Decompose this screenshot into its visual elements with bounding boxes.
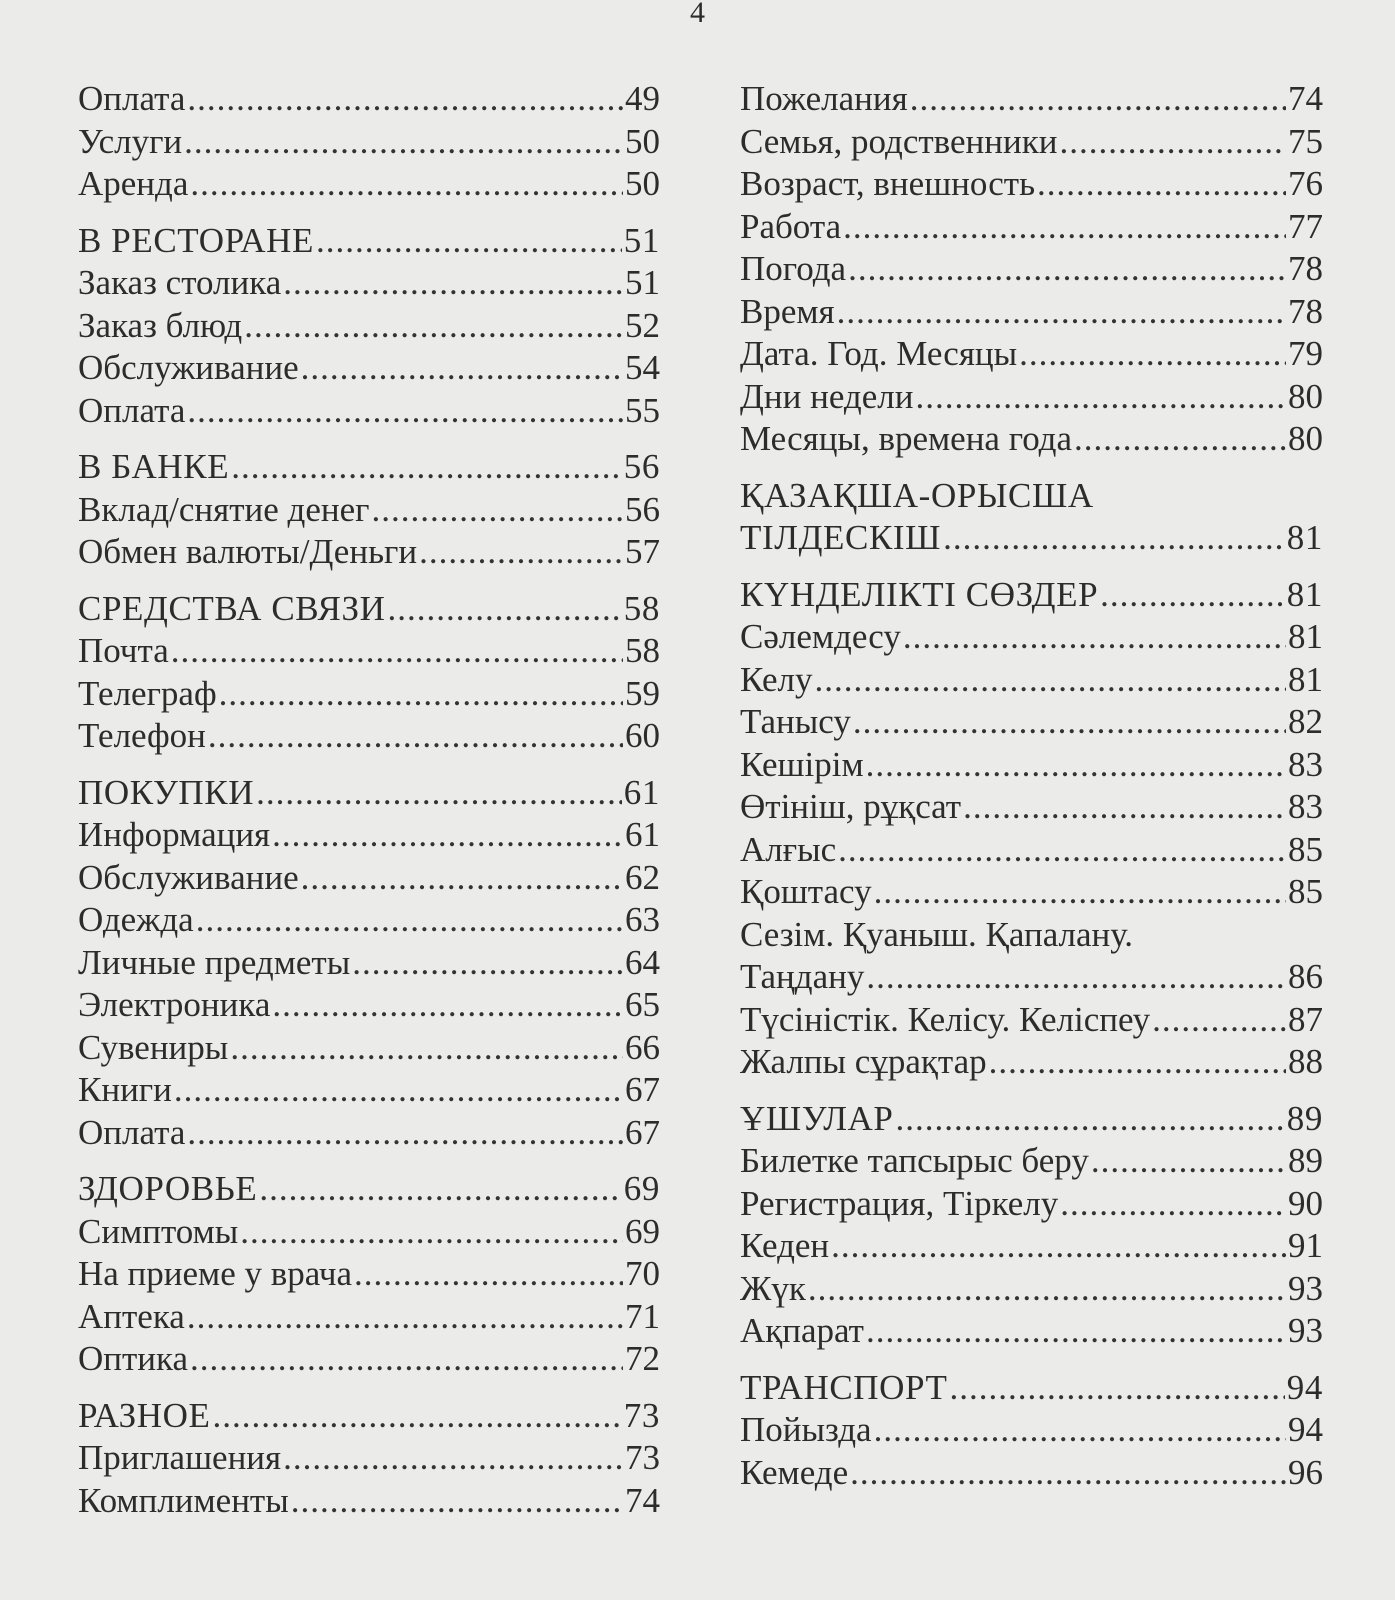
dot-leader bbox=[1037, 163, 1286, 206]
toc-entry-row bbox=[740, 248, 1323, 291]
dot-leader bbox=[808, 1268, 1286, 1311]
toc-section-row bbox=[740, 1367, 1323, 1410]
dot-leader bbox=[219, 673, 623, 716]
dot-leader bbox=[256, 772, 622, 815]
dot-leader bbox=[843, 206, 1286, 249]
dot-leader bbox=[208, 715, 623, 758]
dot-leader bbox=[1100, 574, 1285, 617]
toc-entry-title: Семья, родственники bbox=[740, 121, 1058, 161]
toc-entry-title: Түсіністік. Келісу. Келіспеу bbox=[740, 999, 1151, 1039]
toc-entry-row bbox=[740, 786, 1323, 829]
toc-entry-title: Обмен валюты/Деньги bbox=[78, 532, 418, 571]
toc-page-number: 75 bbox=[1288, 121, 1323, 161]
toc-entry-row bbox=[740, 1041, 1323, 1084]
toc-page-number: 74 bbox=[1288, 79, 1323, 118]
toc-entry-row bbox=[78, 1069, 660, 1112]
dot-leader bbox=[301, 347, 623, 390]
toc-entry-row bbox=[78, 1211, 660, 1254]
dot-leader bbox=[815, 659, 1286, 702]
toc-entry-title: Оплата bbox=[78, 390, 186, 430]
toc-entry-row bbox=[740, 659, 1323, 702]
toc-entry-title: Регистрация, Тіркелу bbox=[740, 1183, 1059, 1223]
toc-entry-title: Оплата bbox=[78, 1112, 186, 1152]
toc-entry-title: Телефон bbox=[78, 716, 206, 755]
toc-page-number: 72 bbox=[625, 1339, 660, 1378]
toc-page-number: 83 bbox=[1288, 744, 1323, 784]
toc-section-row bbox=[740, 517, 1323, 560]
toc-page-number: 58 bbox=[625, 631, 660, 670]
toc-page-number: 93 bbox=[1288, 1268, 1323, 1308]
dot-leader bbox=[1074, 418, 1286, 461]
toc-page-number: 78 bbox=[1288, 291, 1323, 331]
toc-page-number: 83 bbox=[1288, 787, 1323, 826]
dot-leader bbox=[850, 1452, 1286, 1495]
toc-entry-row bbox=[78, 78, 660, 121]
toc-section-row bbox=[740, 574, 1323, 617]
toc-section-row bbox=[78, 1168, 660, 1211]
dot-leader bbox=[187, 78, 623, 121]
toc-entry-row bbox=[740, 616, 1323, 659]
toc-page-number: 88 bbox=[1288, 1042, 1323, 1081]
dot-leader bbox=[866, 1310, 1286, 1353]
toc-entry-row bbox=[740, 999, 1323, 1042]
toc-entry-row bbox=[78, 489, 660, 532]
toc-entry-row bbox=[740, 829, 1323, 872]
toc-entry-title: Заказ блюд bbox=[78, 305, 243, 345]
toc-entry-title: Заказ столика bbox=[78, 263, 282, 302]
dot-leader bbox=[259, 1168, 621, 1211]
dot-leader bbox=[184, 121, 623, 164]
dot-leader bbox=[372, 489, 623, 532]
toc-entry-row bbox=[740, 121, 1323, 164]
toc-entry-title: Оптика bbox=[78, 1339, 189, 1378]
toc-entry-row bbox=[78, 262, 660, 305]
toc-entry-row bbox=[740, 78, 1323, 121]
toc-entry-row bbox=[740, 291, 1323, 334]
toc-page-number: 67 bbox=[625, 1070, 660, 1109]
toc-entry-row bbox=[78, 1027, 660, 1070]
toc-page-number: 61 bbox=[623, 772, 660, 812]
toc-page-number: 90 bbox=[1288, 1183, 1323, 1223]
toc-entry-title: Қоштасу bbox=[740, 872, 872, 911]
toc-page-number: 57 bbox=[625, 532, 660, 571]
toc-section-title: СРЕДСТВА СВЯЗИ bbox=[78, 588, 386, 628]
dot-leader bbox=[1059, 121, 1286, 164]
dot-leader bbox=[853, 701, 1286, 744]
toc-entry-title-line: Сезім. Қуаныш. Қапалану. bbox=[740, 914, 1134, 954]
toc-entry-row bbox=[740, 206, 1323, 249]
toc-entry-row bbox=[78, 715, 660, 758]
toc-entry-row bbox=[740, 956, 1323, 999]
dot-leader bbox=[874, 1409, 1286, 1452]
dot-leader bbox=[187, 1112, 623, 1155]
toc-entry-title: Пожелания bbox=[740, 79, 908, 118]
toc-page-number: 51 bbox=[623, 220, 660, 260]
toc-page-number: 79 bbox=[1288, 334, 1323, 373]
toc-entry-title: Өтініш, рұқсат bbox=[740, 787, 962, 826]
toc-page-number: 85 bbox=[1288, 829, 1323, 869]
toc-page-number: 91 bbox=[1288, 1226, 1323, 1265]
toc-page-number: 81 bbox=[1286, 574, 1323, 614]
toc-entry-title: Сувениры bbox=[78, 1027, 229, 1067]
toc-entry-row bbox=[78, 531, 660, 574]
toc-page-number: 69 bbox=[625, 1211, 660, 1251]
dot-leader bbox=[291, 1480, 623, 1523]
dot-leader bbox=[989, 1041, 1286, 1084]
toc-section-title: ТРАНСПОРТ bbox=[740, 1367, 948, 1407]
toc-entry-title: Одежда bbox=[78, 900, 194, 939]
toc-page-number: 94 bbox=[1286, 1367, 1323, 1407]
toc-entry-row bbox=[78, 1480, 660, 1523]
dot-leader bbox=[283, 262, 623, 305]
toc-entry-title: Комплименты bbox=[78, 1480, 289, 1520]
toc-entry-row bbox=[78, 347, 660, 390]
toc-entry-row bbox=[740, 1183, 1323, 1226]
dot-leader bbox=[174, 1069, 623, 1112]
toc-section-title: В РЕСТОРАНЕ bbox=[78, 220, 314, 260]
toc-entry-row bbox=[740, 1225, 1323, 1268]
toc-page-number: 51 bbox=[625, 263, 660, 302]
dot-leader bbox=[896, 1098, 1285, 1141]
toc-entry-title: Работа bbox=[740, 206, 842, 246]
toc-entry-title: На приеме у врача bbox=[78, 1254, 353, 1293]
dot-leader bbox=[230, 1027, 623, 1070]
toc-entry-title: Погода bbox=[740, 249, 847, 288]
toc-page-number: 52 bbox=[625, 305, 660, 345]
toc-entry-row bbox=[740, 871, 1323, 914]
dot-leader bbox=[316, 220, 622, 263]
toc-entry-title: Приглашения bbox=[78, 1438, 282, 1477]
toc-entry-title: Сәлемдесу bbox=[740, 617, 901, 656]
toc-entry-row bbox=[78, 942, 660, 985]
toc-section-title: ЗДОРОВЬЕ bbox=[78, 1169, 258, 1208]
toc-page-number: 81 bbox=[1288, 617, 1323, 656]
toc-entry-title: Жалпы сұрақтар bbox=[740, 1042, 987, 1081]
toc-entry-title: Информация bbox=[78, 815, 271, 854]
dot-leader bbox=[187, 390, 623, 433]
toc-page-number: 89 bbox=[1286, 1098, 1323, 1138]
toc-page-number: 63 bbox=[625, 900, 660, 939]
dot-leader bbox=[1091, 1140, 1286, 1183]
toc-section-title: ҰШУЛАР bbox=[740, 1098, 894, 1138]
dot-leader bbox=[231, 446, 622, 489]
toc-entry-title: Книги bbox=[78, 1070, 172, 1109]
toc-entry-row bbox=[78, 673, 660, 716]
toc-page-number: 69 bbox=[623, 1169, 660, 1208]
toc-page-number: 50 bbox=[625, 164, 660, 203]
toc-page-number: 73 bbox=[623, 1395, 660, 1435]
toc-entry-title: Вклад/снятие денег bbox=[78, 489, 370, 529]
toc-section-row bbox=[78, 220, 660, 263]
dot-leader bbox=[240, 1211, 623, 1254]
toc-entry-row bbox=[740, 744, 1323, 787]
toc-entry-title: Обслуживание bbox=[78, 348, 299, 387]
toc-entry-title: Жүк bbox=[740, 1268, 806, 1308]
toc-entry-row bbox=[740, 701, 1323, 744]
toc-page-number: 76 bbox=[1288, 164, 1323, 203]
toc-entry-row bbox=[78, 630, 660, 673]
toc-page-number: 80 bbox=[1288, 419, 1323, 458]
dot-leader bbox=[272, 814, 623, 857]
toc-entry-title: Время bbox=[740, 291, 835, 331]
toc-entry-row bbox=[740, 163, 1323, 206]
dot-leader bbox=[272, 984, 623, 1027]
toc-entry-row bbox=[740, 376, 1323, 419]
toc-section-row bbox=[78, 1395, 660, 1438]
toc-entry-row bbox=[78, 857, 660, 900]
dot-leader bbox=[244, 305, 623, 348]
toc-section-title: ПОКУПКИ bbox=[78, 772, 255, 812]
toc-page-number: 96 bbox=[1288, 1452, 1323, 1492]
toc-entry-title: Таңдану bbox=[740, 957, 865, 996]
toc-page-number: 70 bbox=[625, 1254, 660, 1293]
dot-leader bbox=[190, 1338, 623, 1381]
dot-leader bbox=[866, 956, 1286, 999]
toc-entry-title: Танысу bbox=[740, 702, 851, 741]
toc-page-number: 64 bbox=[625, 942, 660, 982]
dot-leader bbox=[837, 291, 1286, 334]
toc-entry-title: Дата. Год. Месяцы bbox=[740, 334, 1018, 373]
toc-page-number: 58 bbox=[623, 588, 660, 628]
dot-leader bbox=[1060, 1183, 1286, 1226]
dot-leader bbox=[943, 517, 1285, 560]
toc-right-column bbox=[740, 78, 1323, 1494]
dot-leader bbox=[874, 871, 1286, 914]
toc-entry-title: Услуги bbox=[78, 121, 183, 161]
toc-entry-row bbox=[78, 121, 660, 164]
toc-entry-title: Кемеде bbox=[740, 1452, 849, 1492]
toc-page-number: 49 bbox=[625, 79, 660, 118]
toc-entry-row bbox=[78, 1296, 660, 1339]
toc-entry-row bbox=[78, 1338, 660, 1381]
toc-section-title: КҮНДЕЛІКТІ СӨЗДЕР bbox=[740, 574, 1099, 614]
dot-leader bbox=[419, 531, 623, 574]
toc-entry-row bbox=[740, 1409, 1323, 1452]
toc-entry-title: Кешірім bbox=[740, 744, 864, 784]
dot-leader bbox=[354, 1253, 623, 1296]
dot-leader bbox=[1019, 333, 1286, 376]
dot-leader bbox=[950, 1367, 1285, 1410]
dot-leader bbox=[915, 376, 1286, 419]
toc-section-title-line: ҚАЗАҚША-ОРЫСША bbox=[740, 475, 1094, 515]
toc-entry-title: Личные предметы bbox=[78, 942, 351, 982]
toc-page-number: 81 bbox=[1288, 659, 1323, 699]
toc-entry-title: Электроника bbox=[78, 985, 271, 1024]
toc-page-number: 67 bbox=[625, 1112, 660, 1152]
toc-page-number: 93 bbox=[1288, 1311, 1323, 1350]
dot-leader bbox=[171, 630, 623, 673]
toc-section-title: В БАНКЕ bbox=[78, 447, 230, 486]
dot-leader bbox=[283, 1437, 623, 1480]
toc-entry-row bbox=[78, 163, 660, 206]
dot-leader bbox=[866, 744, 1286, 787]
toc-entry-title: Кеден bbox=[740, 1226, 830, 1265]
toc-entry-title: Оплата bbox=[78, 79, 186, 118]
page-number: 4 bbox=[690, 0, 705, 29]
dot-leader bbox=[831, 1225, 1286, 1268]
toc-entry-row bbox=[740, 1268, 1323, 1311]
toc-page-number: 89 bbox=[1288, 1141, 1323, 1180]
toc-entry-row bbox=[740, 418, 1323, 461]
toc-page-number: 61 bbox=[625, 815, 660, 854]
dot-leader bbox=[838, 829, 1286, 872]
toc-entry-title: Месяцы, времена года bbox=[740, 419, 1073, 458]
toc-page-number: 74 bbox=[625, 1480, 660, 1520]
dot-leader bbox=[212, 1395, 621, 1438]
toc-page-number: 78 bbox=[1288, 249, 1323, 288]
toc-page-number: 56 bbox=[625, 489, 660, 529]
toc-page-number: 73 bbox=[625, 1438, 660, 1477]
toc-entry-row bbox=[78, 814, 660, 857]
toc-page-number: 86 bbox=[1288, 957, 1323, 996]
toc-page-number: 50 bbox=[625, 121, 660, 161]
toc-page-number: 62 bbox=[625, 857, 660, 897]
toc-entry-row bbox=[78, 1437, 660, 1480]
dot-leader bbox=[848, 248, 1286, 291]
toc-entry-row bbox=[78, 305, 660, 348]
toc-left-column bbox=[78, 78, 660, 1522]
toc-section-row bbox=[740, 1098, 1323, 1141]
toc-entry-title: Ақпарат bbox=[740, 1311, 864, 1350]
toc-entry-row bbox=[740, 333, 1323, 376]
toc-page-number: 85 bbox=[1288, 872, 1323, 911]
toc-page-number: 65 bbox=[625, 985, 660, 1024]
toc-entry-title: Билетке тапсырыс беру bbox=[740, 1141, 1089, 1180]
toc-entry-title: Аптека bbox=[78, 1296, 185, 1336]
toc-page-number: 81 bbox=[1286, 518, 1323, 557]
toc-page-number: 59 bbox=[625, 673, 660, 713]
toc-page-number: 77 bbox=[1288, 206, 1323, 246]
toc-entry-title: Возраст, внешность bbox=[740, 164, 1036, 203]
dot-leader bbox=[387, 588, 621, 631]
toc-page-number: 80 bbox=[1288, 376, 1323, 416]
toc-entry-row bbox=[78, 984, 660, 1027]
toc-entry-title: Алғыс bbox=[740, 829, 837, 869]
dot-leader bbox=[187, 1296, 623, 1339]
toc-section-row bbox=[78, 588, 660, 631]
toc-page-number: 56 bbox=[623, 447, 660, 486]
toc-entry-row bbox=[78, 390, 660, 433]
toc-entry-title: Обслуживание bbox=[78, 857, 299, 897]
toc-entry-title: Почта bbox=[78, 631, 169, 670]
dot-leader bbox=[196, 899, 623, 942]
toc-entry-title: Келу bbox=[740, 659, 813, 699]
toc-entry-row bbox=[78, 1253, 660, 1296]
dot-leader bbox=[352, 942, 623, 985]
toc-page-number: 60 bbox=[625, 716, 660, 755]
toc-entry-title: Аренда bbox=[78, 164, 189, 203]
toc-section-row bbox=[78, 446, 660, 489]
toc-page-number: 55 bbox=[625, 390, 660, 430]
dot-leader bbox=[963, 786, 1286, 829]
toc-entry-row bbox=[78, 899, 660, 942]
toc-page-number: 94 bbox=[1288, 1410, 1323, 1449]
toc-entry-row bbox=[740, 1140, 1323, 1183]
toc-section-title: ТІЛДЕСКІШ bbox=[740, 518, 942, 557]
toc-page-number: 87 bbox=[1288, 999, 1323, 1039]
toc-page-number: 82 bbox=[1288, 702, 1323, 741]
toc-entry-row bbox=[78, 1112, 660, 1155]
toc-entry-title: Дни недели bbox=[740, 376, 914, 416]
toc-entry-title: Телеграф bbox=[78, 673, 217, 713]
dot-leader bbox=[910, 78, 1286, 121]
dot-leader bbox=[301, 857, 623, 900]
toc-section-row bbox=[78, 772, 660, 815]
toc-section-title: РАЗНОЕ bbox=[78, 1395, 211, 1435]
toc-entry-row bbox=[740, 1452, 1323, 1495]
toc-entry-title: Пойызда bbox=[740, 1410, 872, 1449]
toc-page-number: 71 bbox=[625, 1296, 660, 1336]
toc-entry-title: Симптомы bbox=[78, 1211, 239, 1251]
toc-page-number: 54 bbox=[625, 348, 660, 387]
toc-page-number: 66 bbox=[625, 1027, 660, 1067]
dot-leader bbox=[190, 163, 623, 206]
dot-leader bbox=[903, 616, 1286, 659]
toc-entry-row bbox=[740, 1310, 1323, 1353]
dot-leader bbox=[1152, 999, 1286, 1042]
